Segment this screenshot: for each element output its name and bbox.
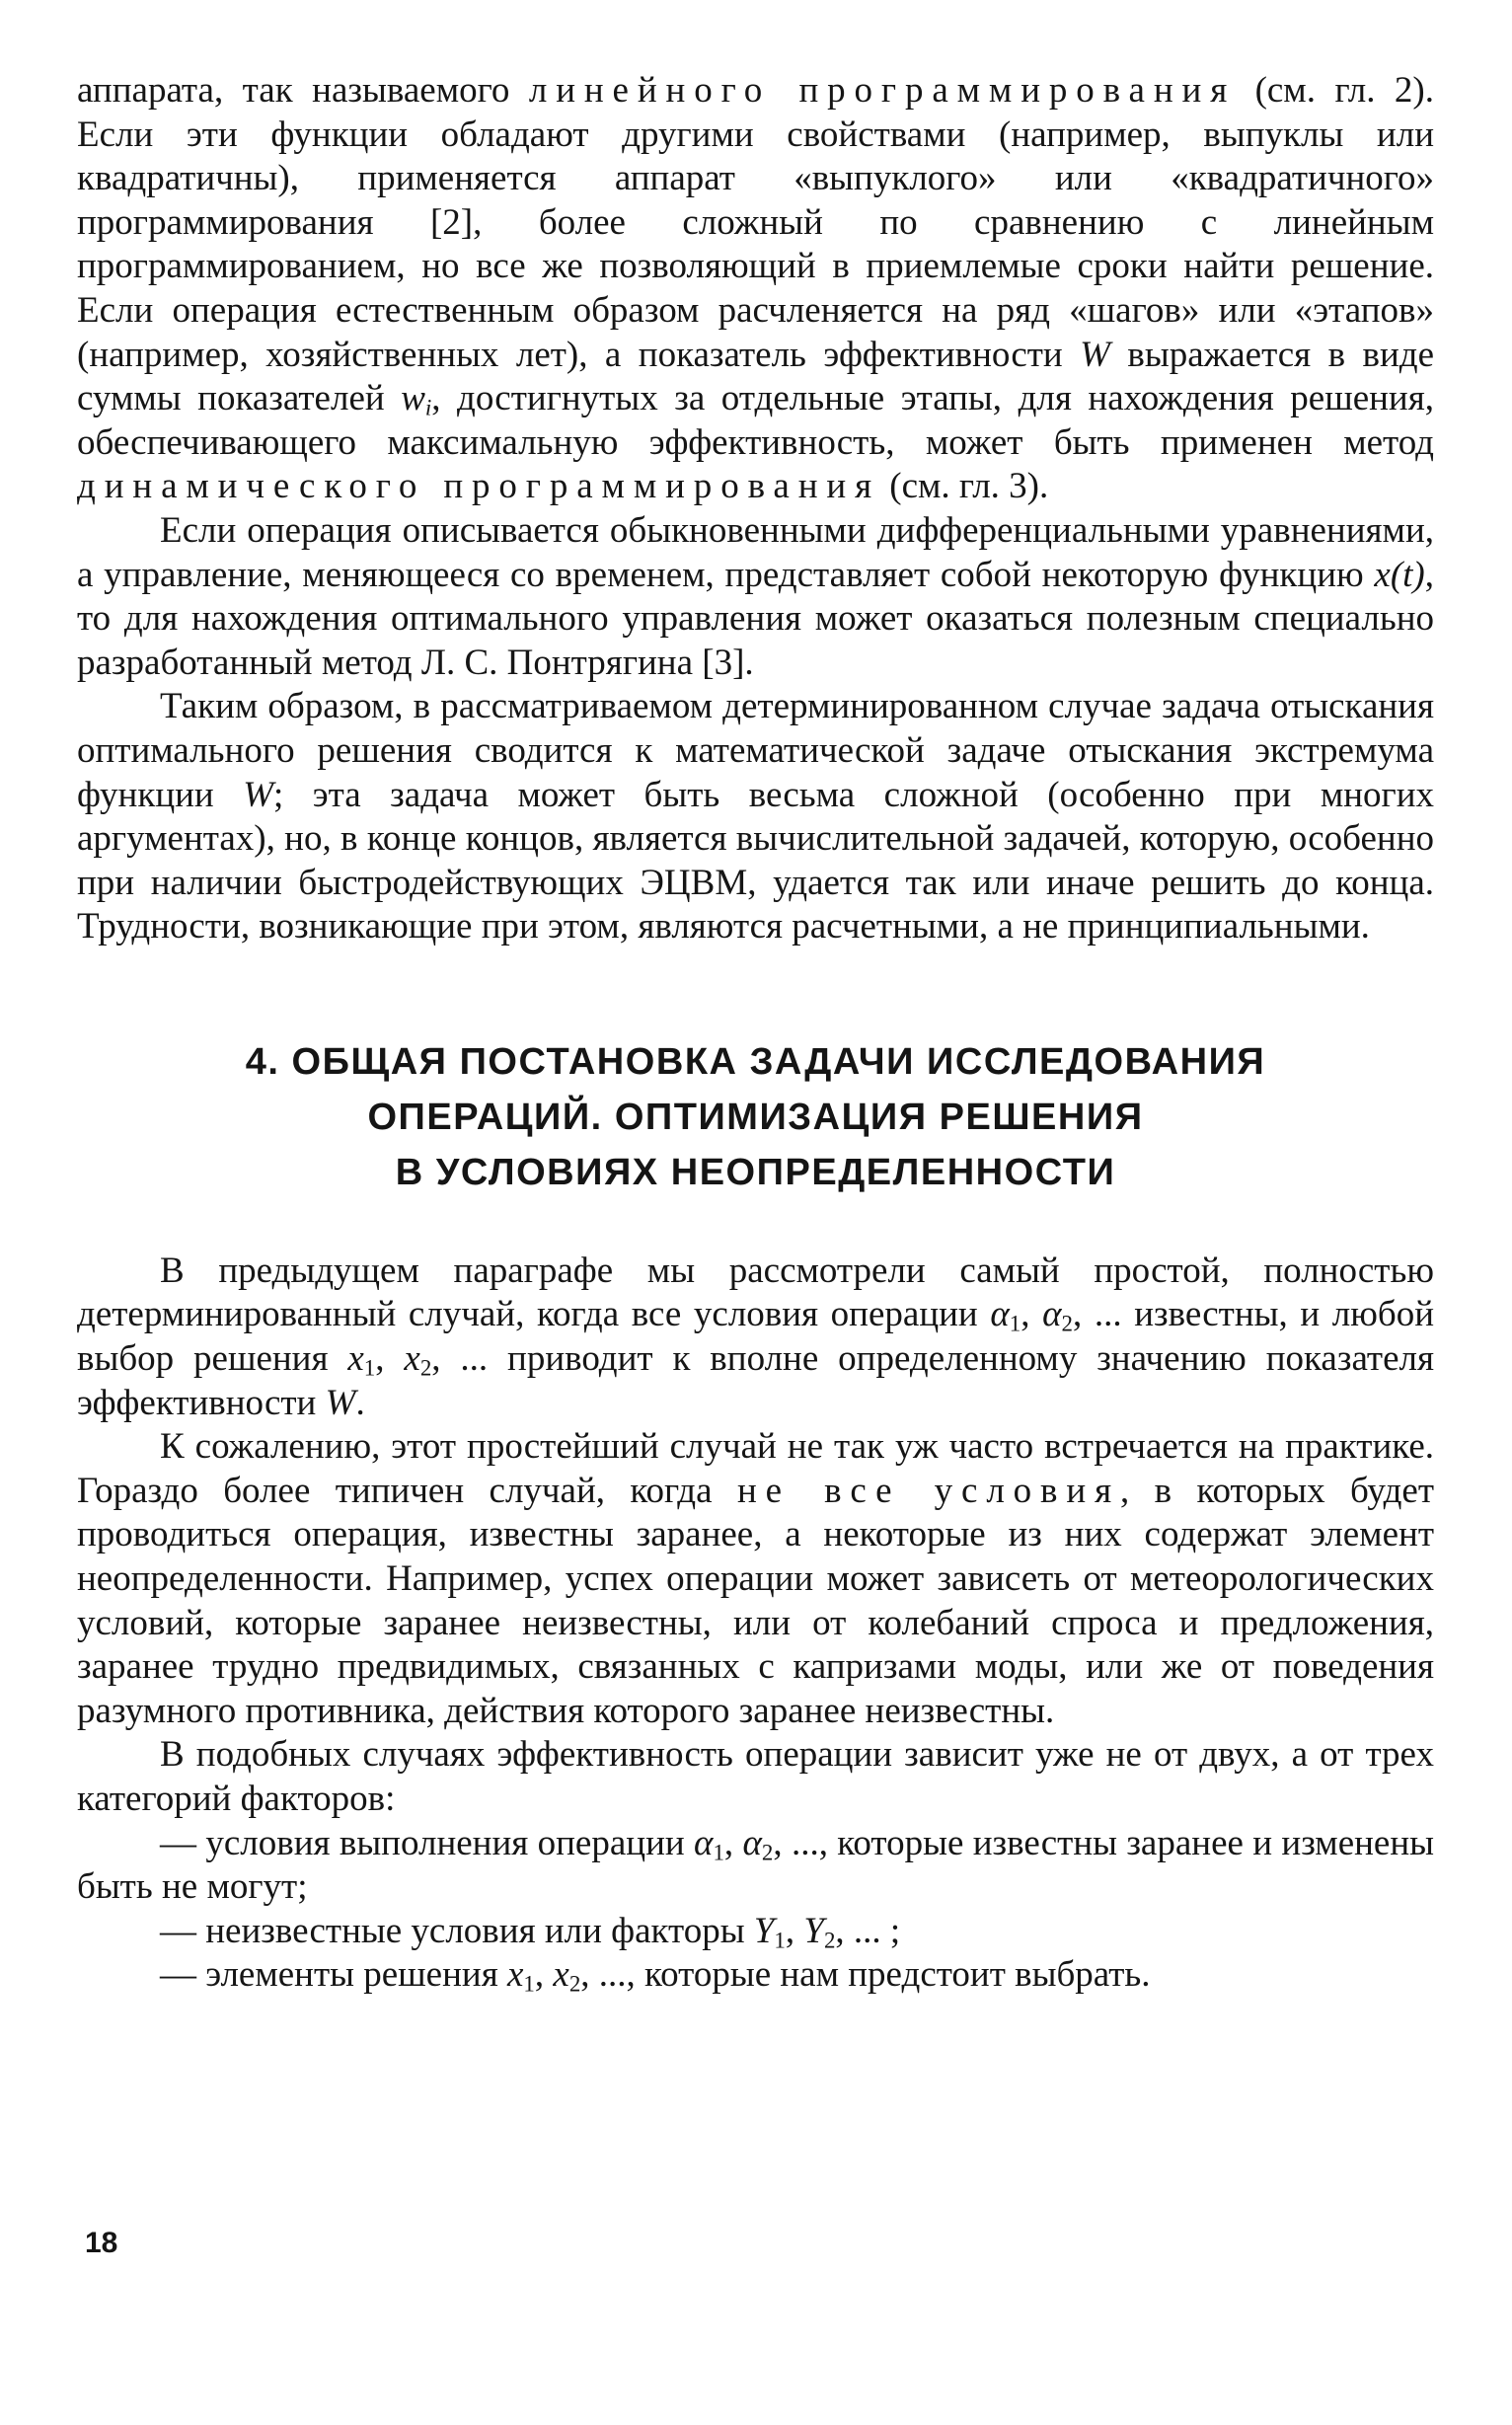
symbol-alpha: α <box>742 1822 762 1863</box>
symbol-x: x <box>347 1338 364 1380</box>
text-run: (см. гл. 2). Если эти функции обладают другими свойствами (например, выпуклы или квадратичны), применяется аппарат «выпуклого» или «квадратичного» программирования [2], более сложный по сравнению с линейным программированием, но все же позволяющий в приемлемые сроки найти решение. Если операция естественным образом расчленяется на ряд «шагов» или «этапов» (например, хозяйственных лет), а показатель эффективности <box>77 70 1434 375</box>
text-run: (см. гл. 3). <box>880 466 1049 507</box>
text-run: Таким образом, в рассматриваемом детерминированном случае задача отыскания оптимального решения сводится к математической задаче отыскания экстремума функции <box>77 686 1434 815</box>
paragraph-deterministic-summary <box>77 685 1434 949</box>
subscript-2: 2 <box>761 1840 774 1865</box>
text-run: , ... известны, и любой выбор решения <box>77 1294 1435 1380</box>
text-run: . <box>355 1382 365 1423</box>
text-run: — элементы решения <box>160 1954 507 1996</box>
symbol-W: W <box>325 1382 356 1423</box>
text-run: ; эта задача может быть весьма сложной (особенно при многих аргументах), но, в конце концов, является вычислительной задачей, которую, особенно при наличии быстродействующих ЭЦВМ, удается так или иначе решить до конца. Трудности, возникающие при этом, являются расчетными, а не принципиальными. <box>77 774 1435 947</box>
subscript-1: 1 <box>713 1840 724 1865</box>
text-run: аппарата, так называемого <box>77 70 529 111</box>
text-run: , <box>375 1338 405 1380</box>
symbol-w: w <box>401 378 425 419</box>
symbol-alpha: α <box>694 1822 714 1863</box>
subscript-1: 1 <box>523 1972 535 1998</box>
subscript-2: 2 <box>419 1355 432 1381</box>
text-run: К сожалению, этот простейший случай не так уж часто встречается на практике. Гораздо более типичен случай, когда <box>77 1426 1434 1511</box>
symbol-W: W <box>243 774 274 815</box>
text-run: , то для нахождения оптимального управления может оказаться полезным специально разработанный метод Л. С. Понтрягина [3]. <box>77 554 1434 683</box>
text-run: выражается в виде суммы показателей <box>77 334 1434 419</box>
symbol-x-of-t: x(t) <box>1374 554 1425 595</box>
subscript-2: 2 <box>1061 1312 1074 1337</box>
symbol-x: x <box>553 1954 569 1996</box>
factor-list <box>77 1822 1434 1998</box>
page-number: 18 <box>85 2227 118 2259</box>
subscript-1: 1 <box>363 1355 376 1381</box>
emphasis-dynamic-programming: динамического программирования <box>77 466 880 507</box>
paragraph-deterministic-case <box>77 1250 1434 1425</box>
emphasis-linear-programming: линейного программирования <box>528 70 1237 111</box>
paragraph-uncertainty <box>77 1425 1434 1733</box>
symbol-Y: Y <box>803 1910 824 1951</box>
text-run: , ... приводит к вполне определенному значению показателя эффективности <box>77 1338 1434 1423</box>
list-item <box>77 1910 1434 1954</box>
heading-line-2: ОПЕРАЦИЙ. ОПТИМИЗАЦИЯ РЕШЕНИЯ <box>367 1096 1144 1138</box>
symbol-x: x <box>404 1338 420 1380</box>
paragraph-three-categories: В подобных случаях эффективность операции зависит уже не от двух, а от трех категорий факторов: <box>77 1734 1434 1819</box>
section-heading <box>77 1034 1434 1200</box>
symbol-alpha: α <box>1042 1294 1062 1335</box>
text-column <box>77 69 1434 1998</box>
list-item <box>77 1953 1434 1998</box>
paragraph-programming-methods <box>77 69 1434 509</box>
subscript-2: 2 <box>823 1928 836 1953</box>
text-run: , <box>785 1910 804 1951</box>
text-run: , <box>534 1954 554 1996</box>
text-run: В предыдущем параграфе мы рассмотрели самый простой, полностью детерминированный случай, когда все условия операции <box>77 1250 1434 1335</box>
text-run: , ..., которые нам предстоит выбрать. <box>580 1954 1151 1996</box>
symbol-Y: Y <box>753 1910 775 1951</box>
subscript-i: i <box>424 395 432 420</box>
subscript-2: 2 <box>568 1972 581 1998</box>
list-item <box>77 1822 1434 1910</box>
symbol-x: x <box>506 1954 524 1996</box>
paragraph-pontryagin <box>77 509 1434 685</box>
text-run: Если операция описывается обыкновенными дифференциальными уравнениями, а управление, меняющееся со временем, представляет собой некоторую функцию <box>77 509 1434 595</box>
text-run: , <box>723 1822 743 1863</box>
text-run: — неизвестные условия или факторы <box>160 1910 754 1951</box>
subscript-1: 1 <box>774 1928 786 1953</box>
text-run: , ..., которые известны заранее и изменены быть не могут; <box>77 1822 1435 1908</box>
symbol-W: W <box>1080 334 1110 375</box>
symbol-alpha: α <box>990 1294 1010 1335</box>
heading-line-3: В УСЛОВИЯХ НЕОПРЕДЕЛЕННОСТИ <box>395 1151 1116 1193</box>
heading-line-1: 4. ОБЩАЯ ПОСТАНОВКА ЗАДАЧИ ИССЛЕДОВАНИЯ <box>245 1040 1266 1083</box>
text-run: , в которых будет проводиться операция, известны заранее, а некоторые из них содержат элемент неопределенности. Например, успех операции может зависеть от метеорологических условий, которые заранее неизвестны, или от колебаний спроса и предложения, заранее трудно предвидимых, связанных с капризами моды, или же от поведения разумного противника, действия которого заранее неизвестны. <box>77 1470 1434 1731</box>
text-run: , <box>1021 1294 1043 1335</box>
emphasis-not-all-conditions: не все условия <box>736 1470 1120 1511</box>
subscript-1: 1 <box>1009 1312 1021 1337</box>
text-run: — условия выполнения операции <box>160 1822 695 1863</box>
text-run: , ... ; <box>835 1910 901 1951</box>
text-run: , достигнутых за отдельные этапы, для нахождения решения, обеспечивающего максимальную эффективность, может быть применен метод <box>77 378 1434 463</box>
